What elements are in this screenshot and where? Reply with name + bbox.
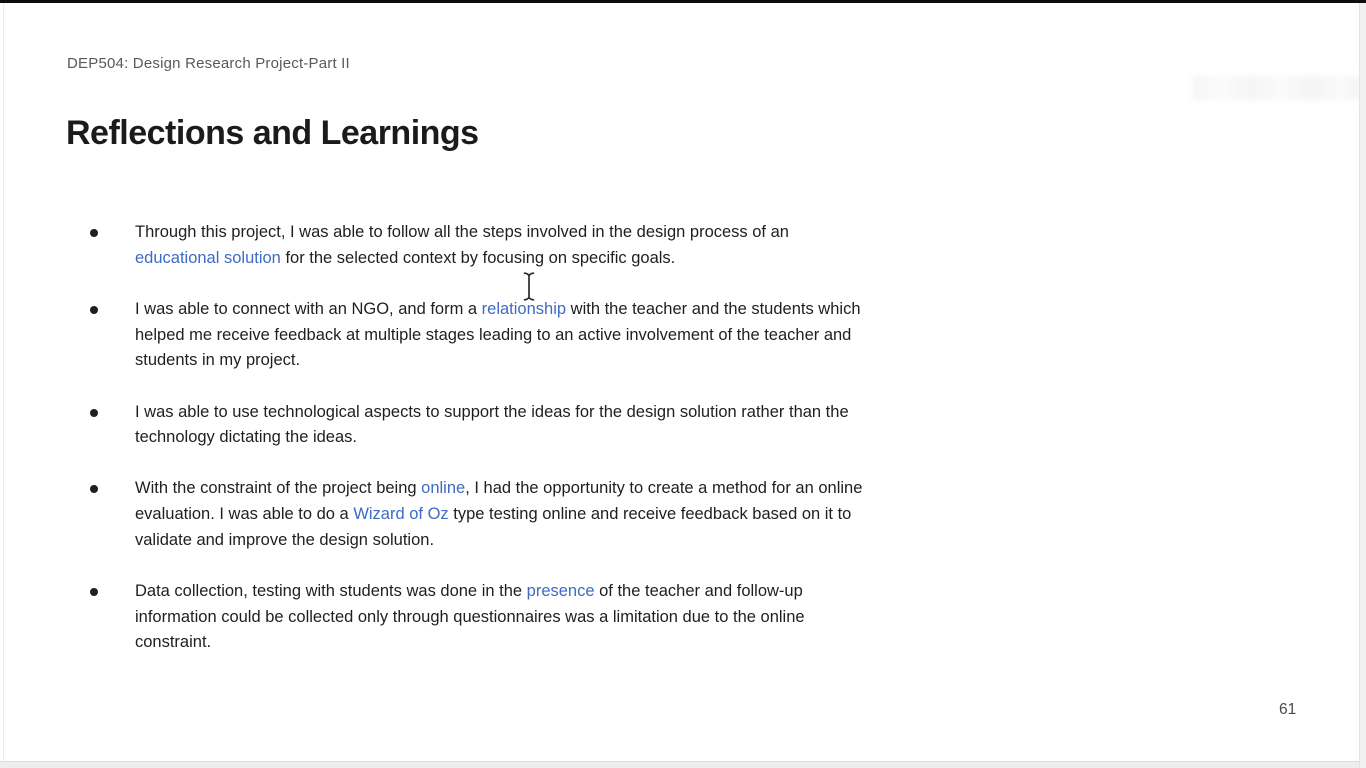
screen-bottom-edge-strip <box>0 761 1366 768</box>
bullet-line <box>135 579 1060 605</box>
screen-top-edge-bar <box>0 0 1366 3</box>
bullet-line <box>135 246 1060 272</box>
hyperlink-text[interactable]: online <box>421 479 466 498</box>
bullet-text: information could be collected only through questionnaires was a limitation due to the online <box>135 607 805 626</box>
faint-watermark <box>1192 76 1364 100</box>
bullet-item <box>0 400 1060 451</box>
bullet-item <box>0 579 1060 656</box>
bullet-text: I was able to connect with an NGO, and form a <box>135 299 482 318</box>
bullet-line <box>135 502 1060 528</box>
bullet-text: for the selected context by focusing on specific goals. <box>280 248 676 267</box>
bullet-text: with the teacher and the students which <box>566 299 861 318</box>
bullet-text: evaluation. I was able to do a <box>135 505 354 524</box>
slide-page-number: 61 <box>1279 701 1297 718</box>
bullet-line <box>135 425 1060 451</box>
hyperlink-text[interactable]: educational solution <box>135 248 281 267</box>
bullet-text: of the teacher and follow-up <box>594 582 803 601</box>
bullet-item <box>0 297 1060 374</box>
bullet-text: helped me receive feedback at multiple stages leading to an active involvement of the teacher and <box>135 325 852 344</box>
bullet-text: , I had the opportunity to create a method for an online <box>465 479 863 498</box>
bullet-line <box>135 528 1060 554</box>
course-header-text: DEP504: Design Research Project-Part II <box>67 55 350 72</box>
bullet-line <box>135 323 1060 349</box>
bullet-line <box>135 630 1060 656</box>
bullet-text: technology dictating the ideas. <box>135 428 357 447</box>
bullet-marker-icon <box>90 588 98 596</box>
bullet-text: Through this project, I was able to follow all the steps involved in the design process of an <box>135 223 789 241</box>
bullet-line <box>135 400 1060 426</box>
hyperlink-text[interactable]: presence <box>526 582 595 601</box>
bullet-text: Data collection, testing with students was done in the <box>135 582 527 601</box>
bullet-marker-icon <box>90 485 98 493</box>
bullet-marker-icon <box>90 306 98 314</box>
bullet-line <box>135 348 1060 374</box>
bullet-item <box>0 476 1060 553</box>
slide-title: Reflections and Learnings <box>66 114 479 152</box>
bullet-line <box>135 297 1060 323</box>
bullet-line <box>135 220 1060 246</box>
hyperlink-text[interactable]: relationship <box>481 299 567 318</box>
bullet-text: validate and improve the design solution. <box>135 530 435 549</box>
bullet-text: I was able to use technological aspects to support the ideas for the design solution rather than the <box>135 402 849 421</box>
bullet-line <box>135 605 1060 631</box>
screen-left-edge-line <box>3 3 4 768</box>
bullet-marker-icon <box>90 409 98 417</box>
bullet-text: students in my project. <box>135 351 301 370</box>
bullet-marker-icon <box>90 229 98 237</box>
bullet-text: With the constraint of the project being <box>135 479 422 498</box>
bullet-list <box>0 220 1060 682</box>
hyperlink-text[interactable]: Wizard of Oz <box>353 505 449 524</box>
bullet-item <box>0 220 1060 271</box>
bullet-text: constraint. <box>135 633 212 652</box>
bullet-line <box>135 476 1060 502</box>
bullet-text: type testing online and receive feedback based on it to <box>448 505 852 524</box>
screen-right-edge-strip <box>1359 3 1366 768</box>
